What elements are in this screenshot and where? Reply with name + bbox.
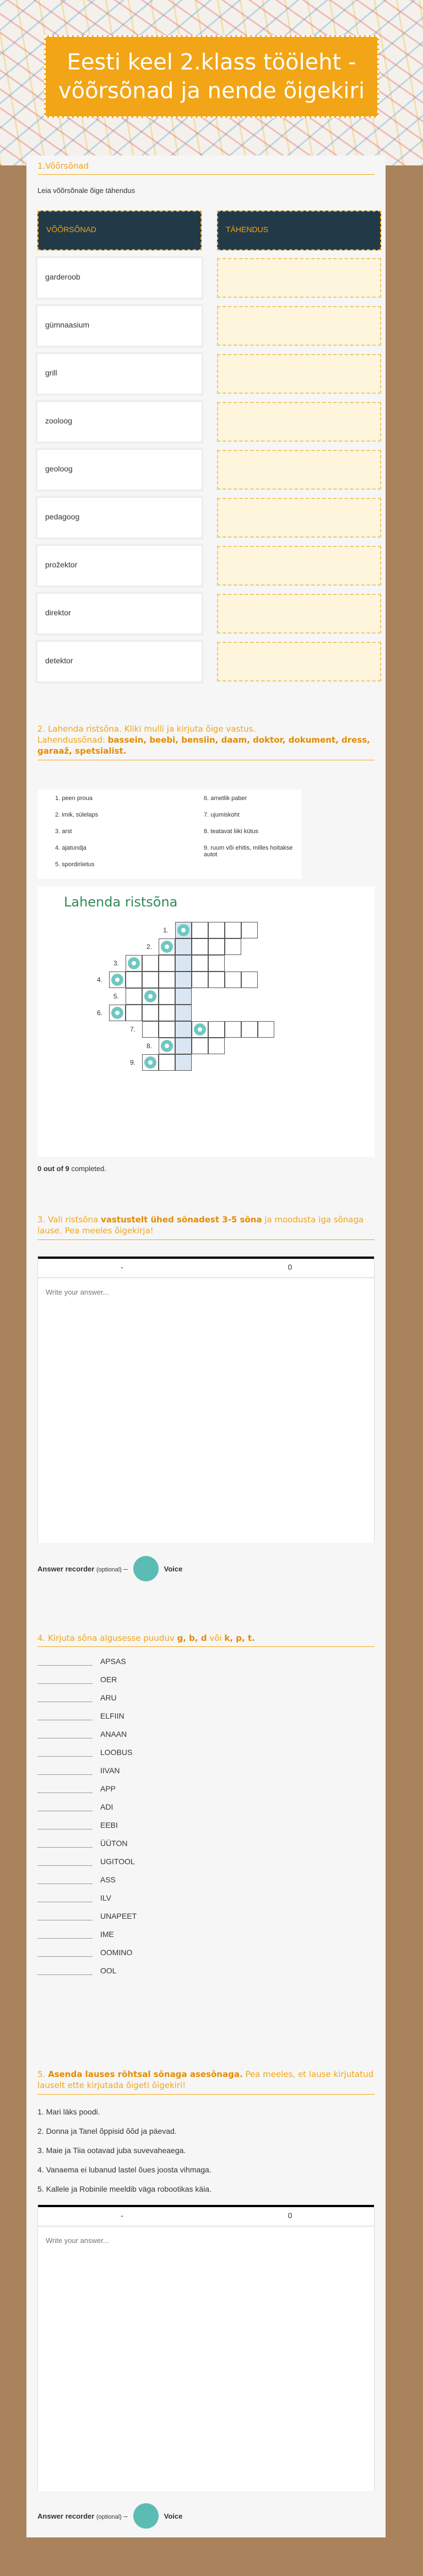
recorder-label-group xyxy=(37,1565,128,1573)
voice-record-button[interactable] xyxy=(133,1556,159,1581)
answer-bubble[interactable] xyxy=(111,1007,123,1019)
meaning-dropzone[interactable] xyxy=(217,498,381,538)
clue-item: 6. ametlik paber xyxy=(204,795,247,802)
answer-bubble[interactable] xyxy=(111,974,123,986)
clue-item: 7. ujumiskoht xyxy=(204,812,240,818)
fill-blank[interactable] xyxy=(37,1692,93,1702)
fill-blank[interactable] xyxy=(37,1892,93,1902)
crossword-cell[interactable] xyxy=(175,1021,192,1038)
fill-word: ARU xyxy=(100,1693,117,1702)
section5-heading-post: Pea meeles, et lause kirjutatud lauselt ette kirjutada õigeti õigekiri! xyxy=(37,2069,374,2090)
fill-word: UNAPEET xyxy=(100,1912,137,1920)
fill-item xyxy=(37,1928,114,1939)
meaning-dropzone[interactable] xyxy=(217,642,381,681)
fill-blank[interactable] xyxy=(37,1946,93,1957)
fill-word: ILV xyxy=(100,1893,111,1902)
column-header-meanings: TÄHENDUS xyxy=(217,211,381,250)
fill-word: APP xyxy=(100,1784,116,1793)
toolbar-button-dash[interactable]: - xyxy=(121,2211,123,2220)
meaning-dropzone[interactable] xyxy=(217,354,381,394)
crossword-cell[interactable] xyxy=(142,972,159,988)
fill-word: EEBI xyxy=(100,1821,118,1829)
section5-heading-bold: Asenda lauses rõhtsal sõnaga asesõnaga. xyxy=(48,2069,243,2079)
crossword-cell[interactable] xyxy=(142,1005,159,1021)
crossword-cell[interactable] xyxy=(175,1054,192,1071)
voice-label: Voice xyxy=(164,2511,183,2520)
section3-heading-pre: 3. Vali ristsõna xyxy=(37,1215,99,1225)
crossword-title: Lahenda ristsõna xyxy=(64,894,178,910)
answer-toolbar xyxy=(38,2205,374,2226)
crossword-cell[interactable] xyxy=(159,1005,175,1021)
fill-item xyxy=(37,1710,124,1720)
fill-blank[interactable] xyxy=(37,1746,93,1757)
crossword-cell[interactable] xyxy=(208,1021,225,1038)
section3-heading xyxy=(37,1214,375,1240)
fill-blank[interactable] xyxy=(37,1710,93,1720)
section2-heading xyxy=(37,723,375,760)
voice-record-button[interactable] xyxy=(133,2503,159,2529)
crossword-cell[interactable] xyxy=(159,955,175,972)
fill-item xyxy=(37,1746,132,1757)
section5-heading-pre: 5. xyxy=(37,2069,46,2079)
meaning-dropzone[interactable] xyxy=(217,594,381,634)
clue-item: 3. arst xyxy=(55,828,72,835)
worksheet xyxy=(26,155,386,2537)
crossword-cell[interactable] xyxy=(192,972,208,988)
fill-item xyxy=(37,1855,135,1866)
crossword-number: 5. xyxy=(113,992,120,1000)
meaning-dropzone[interactable] xyxy=(217,258,381,298)
crossword-panel xyxy=(37,887,375,1157)
crossword-cell[interactable] xyxy=(159,988,175,1005)
fill-item xyxy=(37,1783,116,1793)
progress-count: 0 out of 9 xyxy=(37,1164,69,1173)
section4-heading-bold: g, b, d xyxy=(177,1633,207,1643)
recorder-label: Answer recorder xyxy=(37,1564,95,1573)
crossword-number: 9. xyxy=(130,1059,136,1066)
answer-recorder xyxy=(37,1556,182,1581)
answer-bubble[interactable] xyxy=(194,1023,206,1035)
fill-blank[interactable] xyxy=(37,1673,93,1684)
crossword-cell[interactable] xyxy=(142,1021,159,1038)
crossword-cell[interactable] xyxy=(175,938,192,955)
fill-item xyxy=(37,1764,120,1775)
crossword-cell[interactable] xyxy=(192,922,208,938)
word-card[interactable]: grill xyxy=(37,354,202,394)
page-title: Eesti keel 2.klass tööleht - võõrsõnad ja nende õigekiri xyxy=(58,50,365,104)
crossword-progress xyxy=(37,1164,106,1173)
recorder-label-group xyxy=(37,2512,128,2520)
fill-word: OOMINO xyxy=(100,1948,133,1957)
meaning-dropzone[interactable] xyxy=(217,402,381,442)
fill-item xyxy=(37,1946,132,1957)
fill-word: ASS xyxy=(100,1875,116,1884)
recorder-dash: – xyxy=(121,1564,128,1573)
crossword-number: 2. xyxy=(147,943,153,951)
crossword-cell[interactable] xyxy=(225,972,241,988)
crossword-number: 4. xyxy=(97,976,103,984)
fill-blank[interactable] xyxy=(37,1764,93,1775)
recorder-label: Answer recorder xyxy=(37,2511,95,2520)
fill-item xyxy=(37,1874,116,1884)
fill-blank[interactable] xyxy=(37,1728,93,1738)
meaning-dropzone[interactable] xyxy=(217,450,381,490)
answer-bubble[interactable] xyxy=(128,957,140,969)
fill-blank[interactable] xyxy=(37,1801,93,1811)
toolbar-button-dash[interactable]: - xyxy=(121,1263,123,1271)
crossword-cell[interactable] xyxy=(225,938,241,955)
meaning-dropzone[interactable] xyxy=(217,306,381,346)
section4-heading-bold2: k, p, t. xyxy=(224,1633,255,1643)
crossword-cell[interactable] xyxy=(175,955,192,972)
crossword-cell[interactable] xyxy=(126,1005,142,1021)
sentence-item: 3. Maie ja Tiia ootavad juba suvevaheaega. xyxy=(37,2146,186,2155)
sentence-item: 4. Vanaema ei lubanud lastel õues joosta vihmaga. xyxy=(37,2165,212,2174)
fill-item xyxy=(37,1692,117,1702)
crossword-cell[interactable] xyxy=(175,972,192,988)
fill-blank[interactable] xyxy=(37,1783,93,1793)
section4-heading-pre: 4. Kirjuta sõna algusesse puuduv xyxy=(37,1633,175,1643)
crossword-cell[interactable] xyxy=(175,988,192,1005)
fill-word: IME xyxy=(100,1930,114,1939)
sentence-item: 2. Donna ja Tanel õppisid õõd ja päevad. xyxy=(37,2127,177,2135)
crossword-cell[interactable] xyxy=(225,922,241,938)
crossword-cell[interactable] xyxy=(175,1005,192,1021)
word-card[interactable]: direktor xyxy=(37,594,202,634)
word-card[interactable]: prožektor xyxy=(37,546,202,586)
clue-item: 5. spordiriietus xyxy=(55,861,95,868)
fill-word: ANAAN xyxy=(100,1730,127,1738)
word-card[interactable]: zooloog xyxy=(37,402,202,442)
clue-list xyxy=(37,790,302,879)
crossword-cell[interactable] xyxy=(192,938,208,955)
fill-item xyxy=(37,1801,113,1811)
answer-box xyxy=(37,2204,375,2491)
word-card[interactable]: geoloog xyxy=(37,450,202,490)
fill-word: OER xyxy=(100,1675,117,1684)
fill-item xyxy=(37,1655,126,1666)
answer-bubble[interactable] xyxy=(177,924,189,936)
fill-blank[interactable] xyxy=(37,1855,93,1866)
crossword-cell[interactable] xyxy=(159,1021,175,1038)
answer-bubble[interactable] xyxy=(144,990,156,1002)
answer-bubble[interactable] xyxy=(144,1056,156,1069)
section3-heading-bold: vastustelt ühed sõnadest 3-5 sõna xyxy=(100,1215,262,1225)
fill-item xyxy=(37,1892,111,1902)
toolbar-button-zero[interactable]: 0 xyxy=(288,2211,292,2220)
section4-heading-post: või xyxy=(209,1633,222,1643)
crossword-cell[interactable] xyxy=(192,1038,208,1054)
crossword-cell[interactable] xyxy=(225,1021,241,1038)
fill-blank[interactable] xyxy=(37,1837,93,1848)
column-header-words: VÕÕRSÕNAD xyxy=(37,211,202,250)
answer-input[interactable] xyxy=(38,2226,374,2491)
crossword-cell[interactable] xyxy=(159,972,175,988)
toolbar-button-zero[interactable]: 0 xyxy=(288,1263,292,1271)
answer-bubble[interactable] xyxy=(161,941,173,953)
fill-item xyxy=(37,1819,118,1829)
section4-heading xyxy=(37,1633,375,1647)
recorder-dash: – xyxy=(121,2511,128,2520)
section1-heading: 1.Võõrsõnad xyxy=(37,161,375,175)
sentence-item: 5. Kallele ja Robinile meeldib väga robootikas käia. xyxy=(37,2185,212,2193)
section5-heading xyxy=(37,2069,375,2095)
crossword-cell[interactable] xyxy=(241,1021,258,1038)
clue-item: 9. ruum või ehitis, milles hoitakse autot xyxy=(204,845,293,858)
progress-label: completed. xyxy=(69,1164,106,1173)
word-card[interactable]: garderoob xyxy=(37,258,202,298)
fill-word: IIVAN xyxy=(100,1766,120,1775)
clue-item: 8. teatavat liiki kütus xyxy=(204,828,259,835)
fill-item xyxy=(37,1673,117,1684)
section3-heading-post: ja moodusta iga sõnaga lause. Pea meeles õigekirja! xyxy=(37,1215,364,1236)
crossword-cell[interactable] xyxy=(126,988,142,1005)
crossword-cell[interactable] xyxy=(126,972,142,988)
crossword-cell[interactable] xyxy=(208,922,225,938)
fill-item xyxy=(37,1910,137,1920)
answer-bubble[interactable] xyxy=(161,1040,173,1052)
fill-word: ADI xyxy=(100,1802,113,1811)
fill-item xyxy=(37,1965,117,1975)
fill-blank[interactable] xyxy=(37,1874,93,1884)
fill-blank[interactable] xyxy=(37,1819,93,1829)
meaning-dropzone[interactable] xyxy=(217,546,381,586)
crossword-cell[interactable] xyxy=(208,972,225,988)
fill-item xyxy=(37,1728,127,1738)
fill-word: APSAS xyxy=(100,1657,126,1666)
answer-toolbar xyxy=(38,1257,374,1278)
fill-word: OOL xyxy=(100,1966,117,1975)
recorder-optional: (optional) xyxy=(96,1566,122,1573)
fill-word: ELFIIN xyxy=(100,1711,124,1720)
crossword-cell[interactable] xyxy=(241,972,258,988)
crossword-number: 7. xyxy=(130,1026,136,1033)
crossword-cell[interactable] xyxy=(142,955,159,972)
clue-item: 1. peen proua xyxy=(55,795,93,802)
answer-recorder xyxy=(37,2503,182,2529)
voice-label: Voice xyxy=(164,1564,183,1573)
section2-heading-label: Lahendussõnad: xyxy=(37,735,105,745)
crossword-number: 8. xyxy=(147,1042,153,1050)
sentence-item: 1. Mari läks poodi. xyxy=(37,2107,100,2116)
word-card[interactable]: detektor xyxy=(37,642,202,681)
crossword-cell[interactable] xyxy=(208,1038,225,1054)
crossword-cell[interactable] xyxy=(208,938,225,955)
section1-instruction: Leia võõrsõnale õige tähendus xyxy=(37,186,135,195)
crossword-cell[interactable] xyxy=(258,1021,274,1038)
fill-blank[interactable] xyxy=(37,1965,93,1975)
answer-input[interactable] xyxy=(38,1278,374,1543)
crossword-number: 6. xyxy=(97,1009,103,1017)
word-card[interactable]: pedagoog xyxy=(37,498,202,538)
fill-word: UGITOOL xyxy=(100,1857,135,1866)
crossword-cell[interactable] xyxy=(192,955,208,972)
clue-item: 4. ajatundja xyxy=(55,845,86,851)
answer-box xyxy=(37,1256,375,1543)
fill-blank[interactable] xyxy=(37,1655,93,1666)
fill-item xyxy=(37,1837,128,1848)
crossword-cell[interactable] xyxy=(208,955,225,972)
fill-blank[interactable] xyxy=(37,1910,93,1920)
fill-word: LOOBUS xyxy=(100,1748,133,1757)
clue-item: 2. imik, sülelaps xyxy=(55,812,99,818)
crossword-cell[interactable] xyxy=(241,922,258,938)
crossword-number: 3. xyxy=(113,959,120,967)
fill-word: ÜÜTON xyxy=(100,1839,128,1848)
recorder-optional: (optional) xyxy=(96,2513,122,2520)
crossword-cell[interactable] xyxy=(175,1038,192,1054)
fill-blank[interactable] xyxy=(37,1928,93,1939)
crossword-cell[interactable] xyxy=(159,1054,175,1071)
crossword-number: 1. xyxy=(163,926,169,934)
section2-heading-text: 2. Lahenda ristsõna. Kliki mulli ja kirjuta õige vastus. xyxy=(37,724,256,734)
section2-heading-words: bassein, beebi, bensiin, daam, doktor, dokument, dress, garaaž, spetsialist. xyxy=(37,735,370,756)
title-banner xyxy=(44,35,379,118)
word-card[interactable]: gümnaasium xyxy=(37,306,202,346)
